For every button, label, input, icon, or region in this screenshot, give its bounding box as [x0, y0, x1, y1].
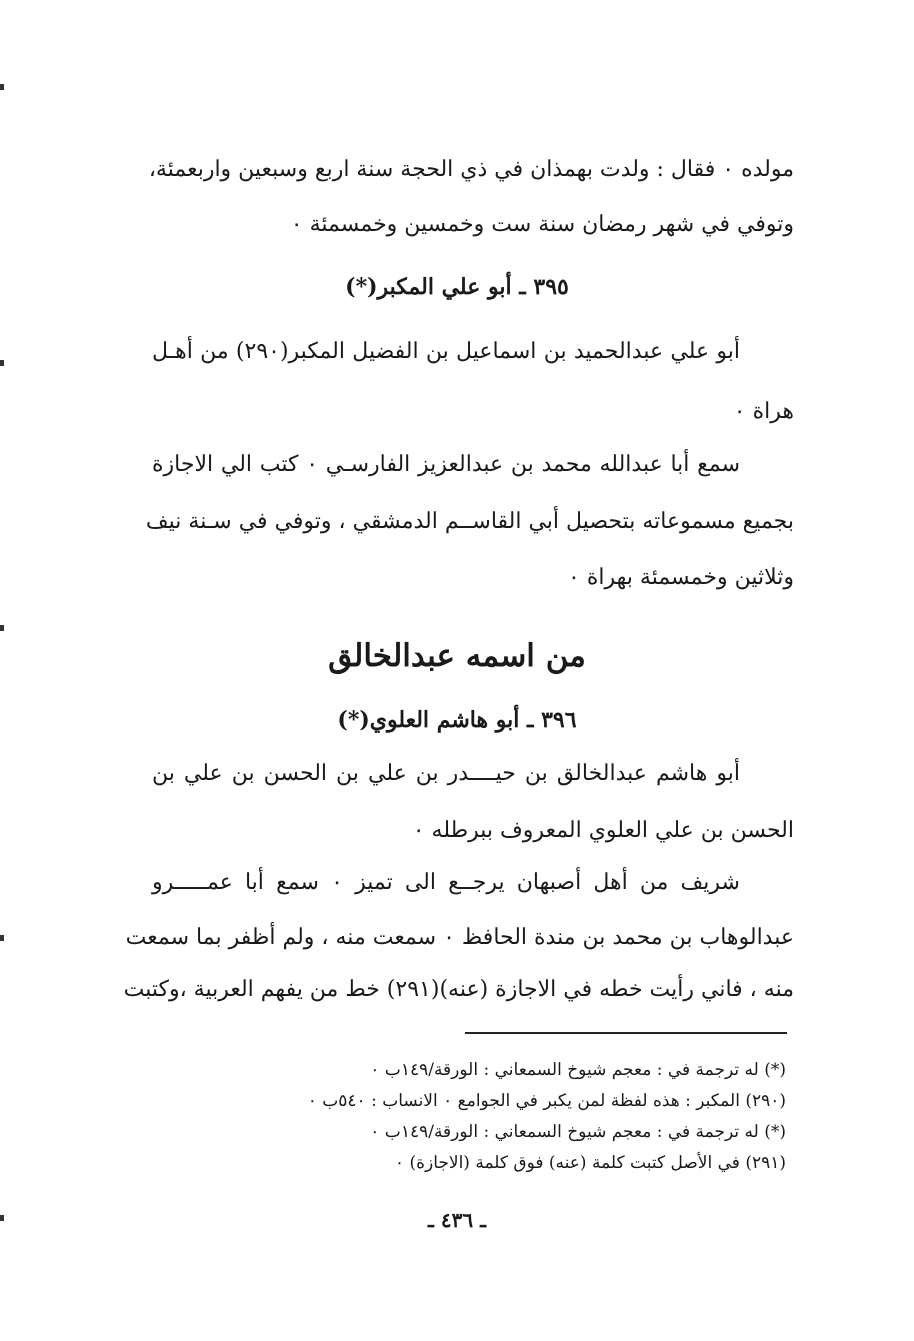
footnote-1: (*) له ترجمة في : معجم شيوخ السمعاني : الورقة/١٤٩ب ٠ [370, 1060, 786, 1080]
page-number: ـ ٤٣٦ ـ [428, 1208, 486, 1232]
section-title: من اسمه عبدالخالق [328, 638, 586, 674]
footnote-3: (*) له ترجمة في : معجم شيوخ السمعاني : الورقة/١٤٩ب ٠ [370, 1122, 786, 1142]
entry-396-line-4: عبدالوهاب بن محمد بن مندة الحافظ ٠ سمعت منه ، ولم أظفر بما سمعت [125, 925, 794, 950]
entry-395-line-3: سمع أبا عبدالله محمد بن عبدالعزيز الفارسـي ٠ كتب الي الاجازة [152, 452, 740, 477]
footnote-4: (٢٩١) في الأصل كتبت كلمة (عنه) فوق كلمة (الاجازة) ٠ [394, 1153, 786, 1173]
entry-396-line-5: منه ، فاني رأيت خطه في الاجازة (عنه)(٢٩١) خط من يفهم العربية ،وكتبت [123, 977, 794, 1002]
entry-395-line-1: أبو علي عبدالحميد بن اسماعيل بن الفضيل المكبر(٢٩٠) من أهـل [152, 339, 740, 364]
entry-396-line-3: شريف من أهل أصبهان يرجــع الى تميز ٠ سمع أبا عمـــــرو [152, 870, 740, 895]
footnote-separator [465, 1032, 787, 1034]
scan-margin-mark [0, 84, 4, 90]
entry-395-line-2: هراة ٠ [733, 399, 794, 424]
entry-396-title: ٣٩٦ ـ أبو هاشم العلوي(*) [337, 707, 577, 733]
entry-396-line-1: أبو هاشم عبدالخالق بن حيــــدر بن علي بن الحسن بن علي بن [152, 761, 740, 786]
entry-395-line-4: بجميع مسموعاته بتحصيل أبي القاســم الدمشقي ، وتوفي في سـنة نيف [145, 509, 794, 534]
scan-margin-mark [0, 360, 4, 366]
entry-396-line-2: الحسن بن علي العلوي المعروف ببرطله ٠ [412, 818, 794, 843]
entry-395-title: ٣٩٥ ـ أبو علي المكبر(*) [345, 274, 569, 300]
scan-margin-mark [0, 625, 4, 631]
entry-395-line-5: وثلاثين وخمسمئة بهراة ٠ [568, 565, 794, 590]
scan-margin-mark [0, 935, 4, 941]
footnote-2: (٢٩٠) المكبر : هذه لفظة لمن يكبر في الجوامع ٠ الانساب : ٥٤٠ب ٠ [307, 1091, 786, 1111]
entry-394-line-1: مولده ٠ فقال : ولدت بهمذان في ذي الحجة سنة اربع وسبعين واربعمئة، [148, 157, 794, 182]
scan-margin-mark [0, 1215, 4, 1221]
entry-394-line-2: وتوفي في شهر رمضان سنة ست وخمسين وخمسمئة ٠ [290, 212, 794, 237]
